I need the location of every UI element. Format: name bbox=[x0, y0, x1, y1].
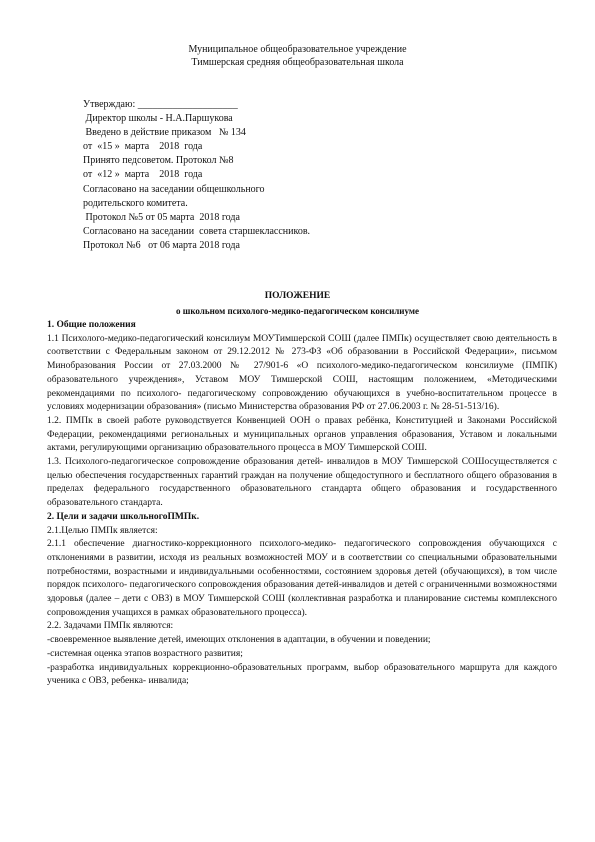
paragraph: 2.1.1 обеспечение диагностико-коррекционного психолого-медико- педагогического сопровождения обучающихся с отклонениями в развитии, исходя из реальных возможностей МОУ и в соответствии со специальными образовательными потребностями, возрастными и индивидуальными особенностями, состоянием здоровья детей (обучающихся), в том числе порядок психолого- педагогического сопровождения образования детей-инвалидов и детей с ограниченными возможностями здоровья (далее – дети с ОВЗ) в МОУ Тимшерской СОШ (коллективная разработка и планирование системы комплексного сопровождения учащихся в рамках образовательного процесса). bbox=[47, 539, 557, 618]
approval-line: Принято педсоветом. Протокол №8 bbox=[83, 155, 234, 167]
paragraph: 2.1.Целью ПМПк является: bbox=[47, 525, 158, 536]
approval-line: от «15 » марта 2018 года bbox=[83, 141, 203, 153]
approval-block bbox=[83, 98, 413, 253]
approval-line: Введено в действие приказом № 134 bbox=[83, 127, 246, 139]
paragraph: 2.2. Задачами ПМПк являются: bbox=[47, 621, 174, 632]
document-subtitle: о школьном психолого-медико-педагогическом консилиуме bbox=[176, 306, 419, 316]
institution-name: Муниципальное общеобразовательное учреждение bbox=[188, 44, 407, 55]
list-item: -системная оценка этапов возрастного развития; bbox=[47, 648, 243, 659]
approval-line: Согласовано на заседании общешкольного bbox=[83, 183, 265, 195]
list-item: -разработка индивидуальных коррекционно-образовательных программ, выбор образовательного маршрута для каждого ученика с ОВЗ, ребенка- инвалида; bbox=[47, 662, 557, 687]
school-name: Тимшерская средняя общеобразовательная школа bbox=[191, 57, 404, 68]
document-title: ПОЛОЖЕНИЕ bbox=[264, 291, 331, 301]
paragraph: 1.3. Психолого-педагогическое сопровождение образования детей- инвалидов в МОУ Тимшерской СОШосуществляется с целью обеспечения государственных гарантий граждан на получение общедоступного и бесплатного общего образования в пределах федерального государственного образовательного стандарта общего образования и государственного образовательного стандарта. bbox=[47, 457, 557, 509]
section-heading: 1. Общие положения bbox=[47, 320, 136, 330]
section-heading: 2. Цели и задачи школьногоПМПк. bbox=[47, 511, 200, 522]
list-item: -своевременное выявление детей, имеющих отклонения в адаптации, в обучении и поведении; bbox=[47, 635, 431, 646]
document-body bbox=[47, 319, 557, 689]
approval-line: Утверждаю: ____________________ bbox=[83, 99, 238, 110]
paragraph: 1.1 Психолого-медико-педагогический консилиум МОУТимшерской СОШ (далее ПМПк) осуществляет свою деятельность в соответствии с Федеральным законом от 29.12.2012 № 273-ФЗ «Об образовании в Российской Федерации», письмом Минобразования России от 27.03.2000 № 27/901-6 «О психолого-медико-педагогическом консилиуме (ПМПК) образовательного учреждения», Уставом МОУ Тимшерской СОШ, настоящим положением, «Методическими рекомендациями по психолого- педагогическому сопровождению обучающихся в учебно-воспитательном процессе в условиях модернизации образования» (письмо Министерства образования РФ от 27.06.2003 г. № 28-51-513/16). bbox=[47, 333, 557, 413]
approval-line: Директор школы - Н.А.Паршукова bbox=[83, 113, 233, 125]
approval-line: Согласовано на заседании совета старшеклассников. bbox=[83, 225, 311, 237]
approval-line: Протокол №6 от 06 марта 2018 года bbox=[83, 239, 240, 251]
approval-line: Протокол №5 от 05 марта 2018 года bbox=[83, 211, 240, 223]
approval-line: родительского комитета. bbox=[83, 197, 188, 209]
approval-line: от «12 » марта 2018 года bbox=[83, 169, 203, 181]
paragraph: 1.2. ПМПк в своей работе руководствуется Конвенцией ООН о правах ребёнка, Конституцией и Законами Российской Федерации, рекомендациями региональных и муниципальных органов управления образования, Уставом и локальными актами, регулирующими организацию образовательного процесса в МОУ Тимшерской СОШ. bbox=[47, 415, 557, 454]
